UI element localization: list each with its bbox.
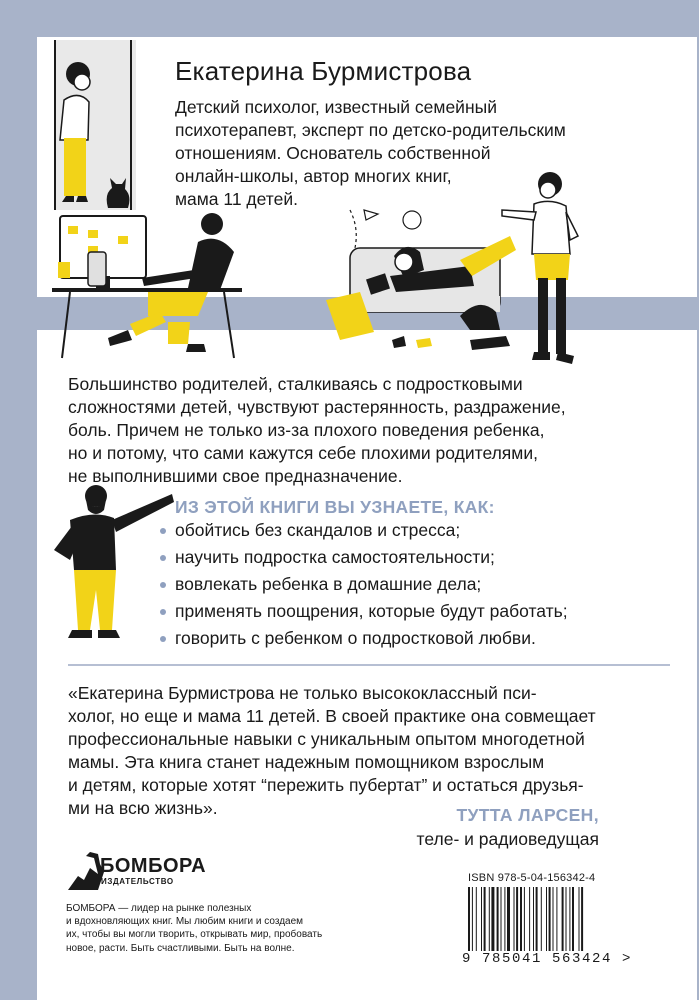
section-divider — [68, 664, 670, 666]
barcode-bar — [472, 887, 473, 951]
barcode-icon — [466, 887, 626, 951]
quote-line: и детям, которые хотят “пережить пубертат” и остаться друзья- — [68, 775, 584, 795]
bullet-icon — [160, 528, 166, 534]
barcode-bar — [541, 887, 542, 951]
list-item — [160, 517, 568, 544]
cat-icon — [100, 174, 136, 210]
bullet-icon — [160, 555, 166, 561]
publisher-subtitle: ИЗДАТЕЛЬСТВО — [101, 877, 174, 886]
barcode-bar — [562, 887, 564, 951]
publisher-blurb — [66, 902, 356, 955]
barcode-bar — [516, 887, 518, 951]
barcode-bar — [476, 887, 477, 951]
barcode-bar — [529, 887, 530, 951]
author-bio — [175, 96, 615, 211]
intro-paragraph — [68, 373, 628, 488]
intro-line: не выполнившими свое предназначение. — [68, 466, 403, 486]
barcode-bar — [581, 887, 583, 951]
barcode-bar — [497, 887, 499, 951]
author-name: Екатерина Бурмистрова — [175, 56, 472, 86]
quote-line: мамы. Эта книга станет надежным помощником взрослым — [68, 752, 545, 772]
bio-line: онлайн-школы, автор многих книг, — [175, 166, 452, 186]
barcode-bar — [572, 887, 574, 951]
quote-line: ми на всю жизнь». — [68, 798, 218, 818]
blurb-line: их, чтобы вы могли творить, открывать мир, пробовать — [66, 929, 323, 941]
bullet-icon — [160, 636, 166, 642]
barcode-bar — [491, 887, 494, 951]
intro-line: но и потому, что сами кажутся себе плохими родителями, — [68, 443, 538, 463]
list-item-text: обойтись без скандалов и стресса; — [175, 520, 461, 540]
barcode-bar — [556, 887, 557, 951]
barcode-bar — [481, 887, 482, 951]
list-item-text: говорить с ребенком о подростковой любви. — [175, 628, 536, 648]
barcode-bar — [553, 887, 554, 951]
barcode-bar — [524, 887, 525, 951]
barcode-bar — [579, 887, 580, 951]
bio-line: отношениям. Основатель собственной — [175, 143, 491, 163]
blurb-line: БОМБОРА — лидер на рынке полезных — [66, 903, 252, 914]
learn-list — [160, 517, 568, 652]
bullet-icon — [160, 582, 166, 588]
barcode-bar — [536, 887, 538, 951]
barcode-bar — [569, 887, 570, 951]
person-at-computer-icon — [48, 212, 248, 360]
bio-line: мама 11 детей. — [175, 189, 298, 209]
list-item-text: научить подростка самостоятельности; — [175, 547, 495, 567]
quote-author-name: ТУТТА ЛАРСЕН, — [456, 805, 599, 825]
bio-line: психотерапевт, эксперт по детско-родительским — [175, 120, 566, 140]
endorsement-quote — [68, 682, 668, 820]
barcode-bar — [507, 887, 510, 951]
barcode-bar — [484, 887, 486, 951]
intro-line: боль. Причем не только из-за плохого поведения ребенка, — [68, 420, 545, 440]
barcode-bar — [504, 887, 505, 951]
quote-attribution — [417, 803, 599, 851]
blurb-line: новое, расти. Быть счастливыми. Быть на волне. — [66, 942, 295, 954]
list-item — [160, 625, 568, 652]
bullet-icon — [160, 609, 166, 615]
quote-author-role: теле- и радиоведущая — [416, 829, 599, 849]
intro-line: Большинство родителей, сталкиваясь с подростковыми — [68, 374, 523, 394]
pointing-man-icon — [46, 480, 176, 650]
barcode-digits: 9 785041 563424 > — [462, 951, 633, 967]
quote-line: «Екатерина Бурмистрова не только высококлассный пси- — [68, 683, 537, 703]
barcode-bar — [468, 887, 470, 951]
list-item — [160, 571, 568, 598]
publisher-name: БОМБОРА — [100, 855, 207, 877]
list-item-text: вовлекать ребенка в домашние дела; — [175, 574, 482, 594]
barcode-bar — [566, 887, 567, 951]
list-item-text: применять поощрения, которые будут работать; — [175, 601, 568, 621]
reading-teen-on-couch-icon — [320, 200, 520, 356]
barcode-bar — [520, 887, 522, 951]
barcode-bar — [501, 887, 502, 951]
bio-line: Детский психолог, известный семейный — [175, 97, 497, 117]
list-item — [160, 544, 568, 571]
isbn-label: ISBN 978-5-04-156342-4 — [468, 872, 596, 884]
barcode-bar — [533, 887, 534, 951]
quote-line: холог, но еще и мама 11 детей. В своей практике она совмещает — [68, 706, 596, 726]
list-item — [160, 598, 568, 625]
quote-line: профессиональные навыки с уникальным опытом многодетной — [68, 729, 585, 749]
barcode-bar — [546, 887, 547, 951]
barcode-bar — [549, 887, 551, 951]
barcode-bar — [514, 887, 515, 951]
barcode-bar — [489, 887, 490, 951]
learn-heading: ИЗ ЭТОЙ КНИГИ ВЫ УЗНАЕТЕ, КАК: — [175, 497, 495, 517]
blurb-line: и вдохновляющих книг. Мы любим книги и создаем — [66, 916, 304, 928]
intro-line: сложностями детей, чувствуют растерянность, раздражение, — [68, 397, 566, 417]
